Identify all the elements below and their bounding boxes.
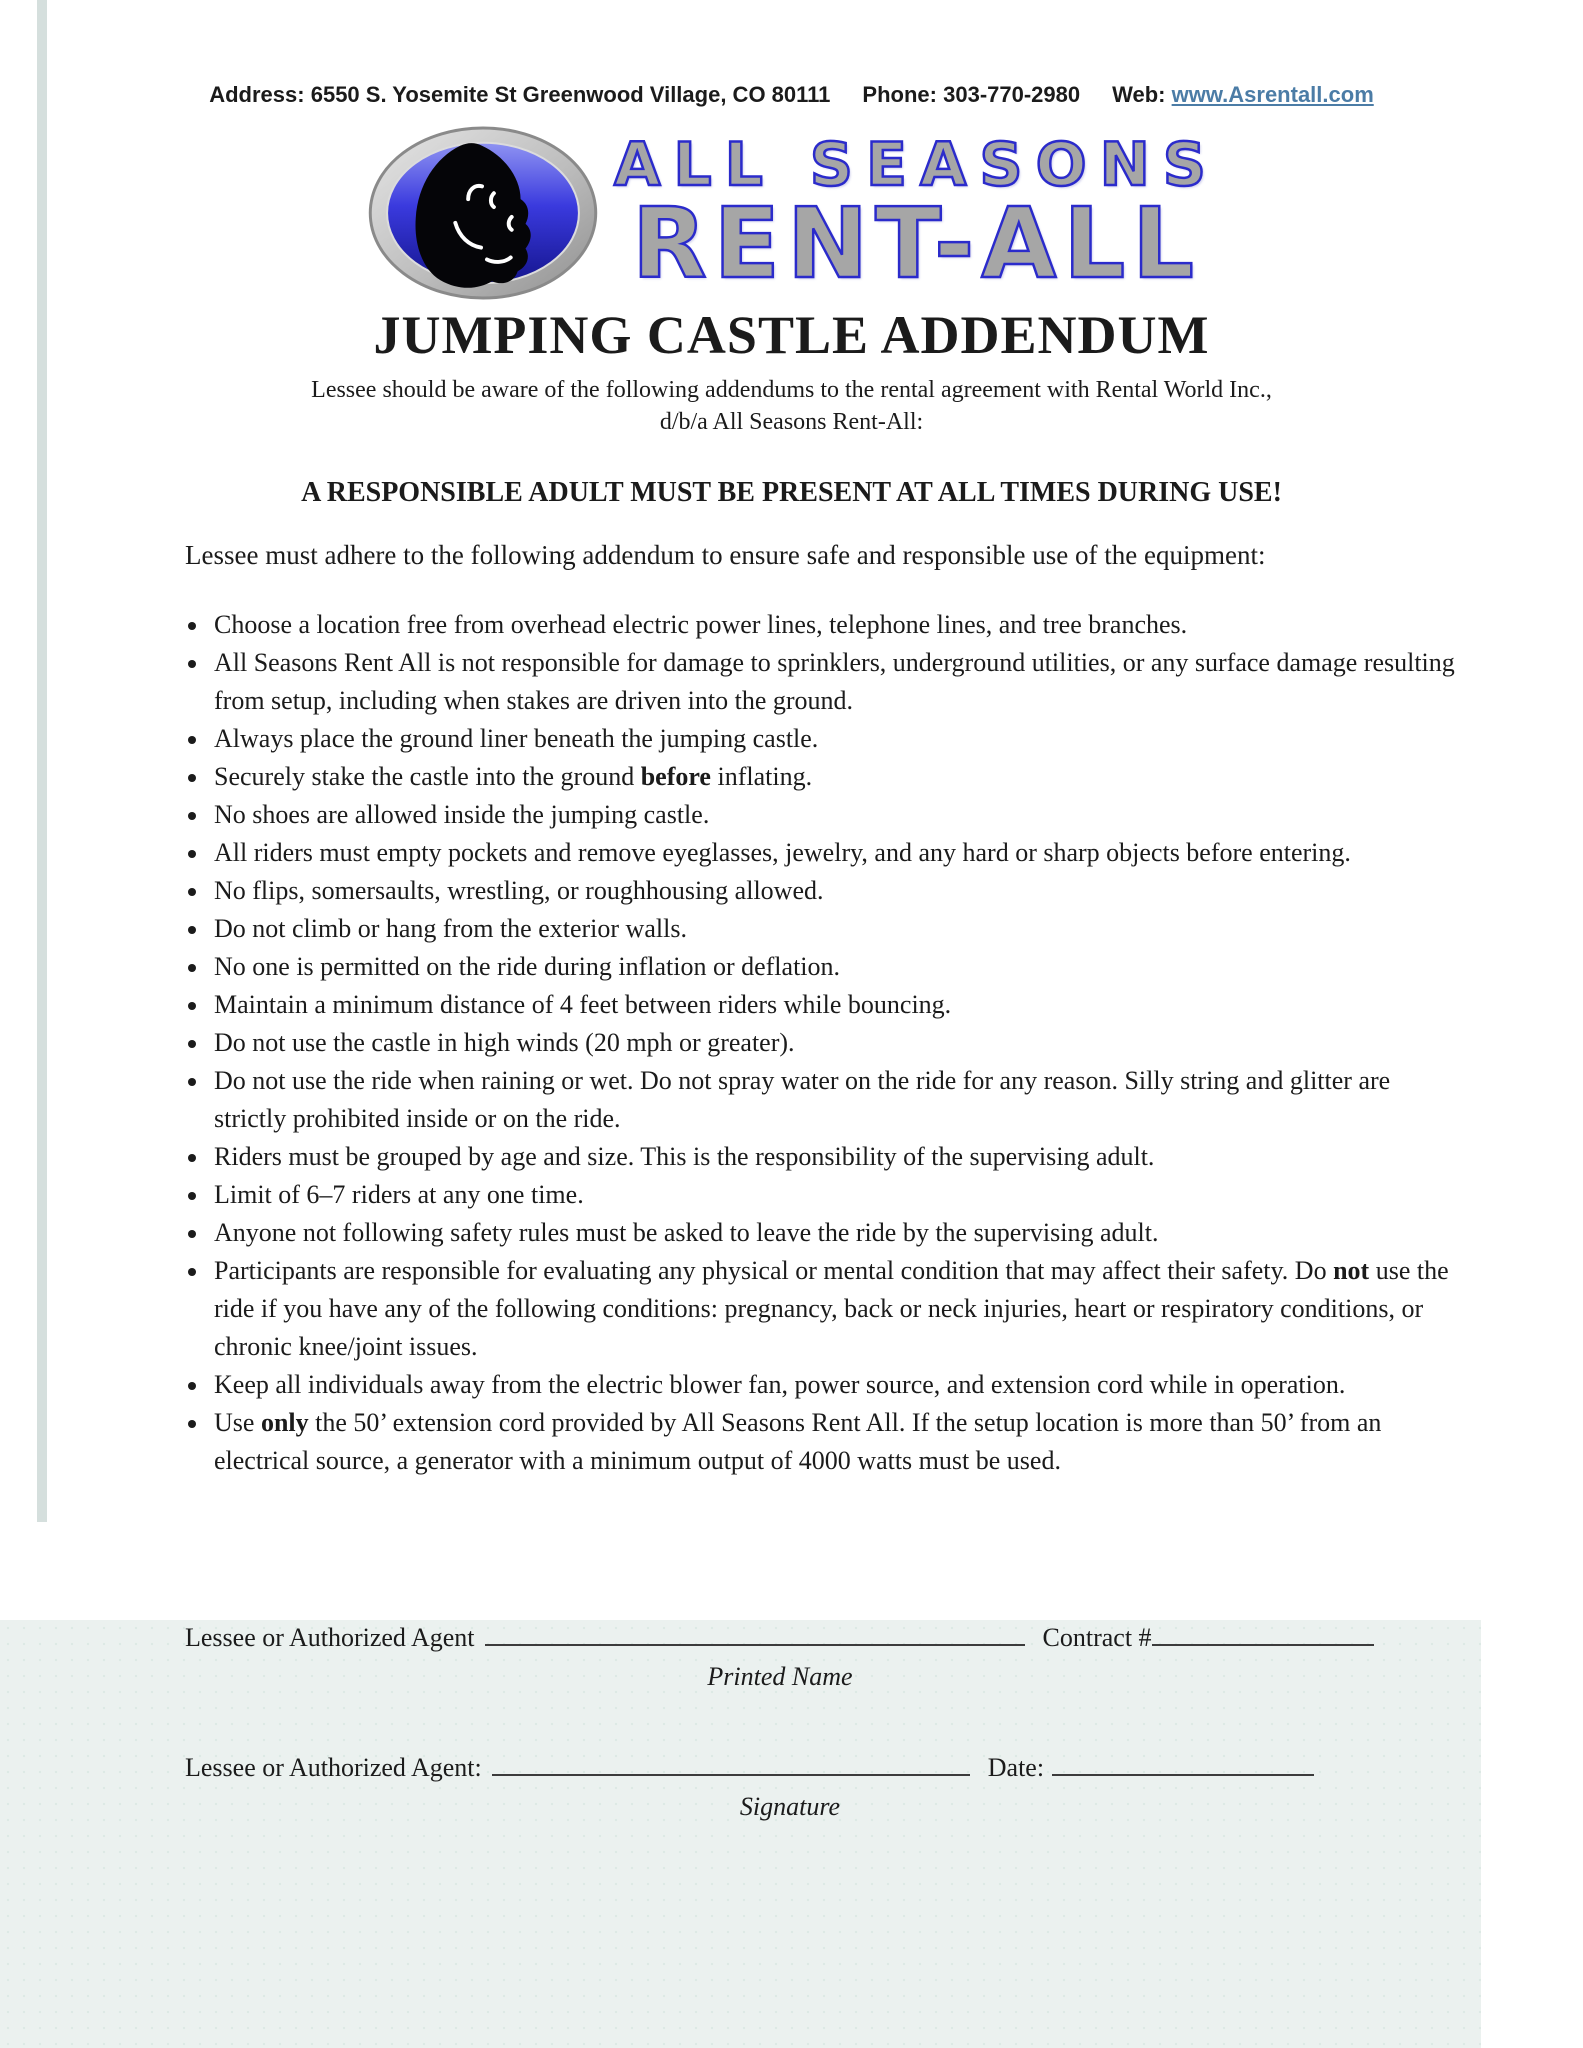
rule-item: • Use only the 50’ extension cord provided by All Seasons Rent All. If the setup location is more than 50’ from an electrical source, a generator with a minimum output of 4000 watts must be used. xyxy=(210,1404,1465,1480)
rule-item: • No flips, somersaults, wrestling, or roughhousing allowed. xyxy=(210,872,1465,910)
signature-label: Lessee or Authorized Agent: xyxy=(185,1753,482,1782)
rule-item: • Do not use the castle in high winds (20 mph or greater). xyxy=(210,1024,1465,1062)
rule-item: • Always place the ground liner beneath the jumping castle. xyxy=(210,720,1465,758)
rule-item: • Maintain a minimum distance of 4 feet between riders while bouncing. xyxy=(210,986,1465,1024)
rule-item: • Securely stake the castle into the ground before inflating. xyxy=(210,758,1465,796)
adult-supervision-warning: A RESPONSIBLE ADULT MUST BE PRESENT AT ALL TIMES DURING USE! xyxy=(301,477,1282,508)
logo-line2: RENT-ALL xyxy=(631,186,1201,300)
phone-text: Phone: 303-770-2980 xyxy=(862,82,1081,107)
printed-name-caption: Printed Name xyxy=(707,1662,853,1691)
date-label: Date: xyxy=(987,1753,1045,1782)
rule-item: • Anyone not following safety rules must be asked to leave the ride by the supervising adult. xyxy=(210,1214,1465,1252)
contract-number-label: Contract # xyxy=(1042,1623,1152,1652)
contact-info-line xyxy=(0,82,1583,108)
rule-item: • Do not use the ride when raining or wet. Do not spray water on the ride for any reason. Silly string and glitter are strictly prohibited inside or on the ride. xyxy=(210,1062,1465,1138)
subtitle-line2: d/b/a All Seasons Rent-All: xyxy=(659,409,924,435)
subtitle-line1: Lessee should be aware of the following addendums to the rental agreement with Rental World Inc., xyxy=(311,377,1272,403)
web-text: Web: www.Asrentall.com xyxy=(1112,82,1374,107)
address-text: Address: 6550 S. Yosemite St Greenwood Village, CO 80111 xyxy=(209,82,831,107)
website-link[interactable]: www.Asrentall.com xyxy=(1171,82,1374,107)
logo-line1: ALL SEASONS xyxy=(613,129,1220,200)
rule-item: • All Seasons Rent All is not responsible for damage to sprinklers, underground utilities, or any surface damage resulting from setup, including when stakes are driven into the ground. xyxy=(210,644,1465,720)
rule-item: • Do not climb or hang from the exterior walls. xyxy=(210,910,1465,948)
rule-item: • Riders must be grouped by age and size. This is the responsibility of the supervising adult. xyxy=(210,1138,1465,1176)
intro-text: Lessee must adhere to the following addendum to ensure safe and responsible use of the equipment: xyxy=(185,540,1266,570)
gorilla-logo-icon xyxy=(364,124,602,302)
signature-row xyxy=(185,1748,1314,1783)
rule-item: • No one is permitted on the ride during inflation or deflation. xyxy=(210,948,1465,986)
signature-caption: Signature xyxy=(739,1792,841,1821)
printed-name-row xyxy=(185,1618,1374,1653)
rules-list xyxy=(150,606,1465,1480)
rule-item: • All riders must empty pockets and remove eyeglasses, jewelry, and any hard or sharp objects before entering. xyxy=(210,834,1465,872)
page-title: JUMPING CASTLE ADDENDUM xyxy=(373,305,1210,365)
rule-item: • Choose a location free from overhead electric power lines, telephone lines, and tree branches. xyxy=(210,606,1465,644)
logo-wordmark xyxy=(613,129,1220,300)
date-line xyxy=(1052,1748,1314,1776)
rule-item: • Keep all individuals away from the electric blower fan, power source, and extension cord while in operation. xyxy=(210,1366,1465,1404)
printed-name-line xyxy=(485,1618,1025,1646)
subtitle xyxy=(0,374,1583,438)
contract-number-line xyxy=(1152,1618,1374,1646)
rule-item: • Participants are responsible for evaluating any physical or mental condition that may affect their safety. Do not use the ride if you have any of the following conditions: pregnancy, back or neck injuries, heart or respiratory conditions, or chronic knee/joint issues. xyxy=(210,1252,1465,1366)
rule-item: • No shoes are allowed inside the jumping castle. xyxy=(210,796,1465,834)
printed-name-label: Lessee or Authorized Agent xyxy=(185,1623,475,1652)
company-logo xyxy=(0,124,1583,302)
signature-line xyxy=(492,1748,970,1776)
rule-item: • Limit of 6–7 riders at any one time. xyxy=(210,1176,1465,1214)
